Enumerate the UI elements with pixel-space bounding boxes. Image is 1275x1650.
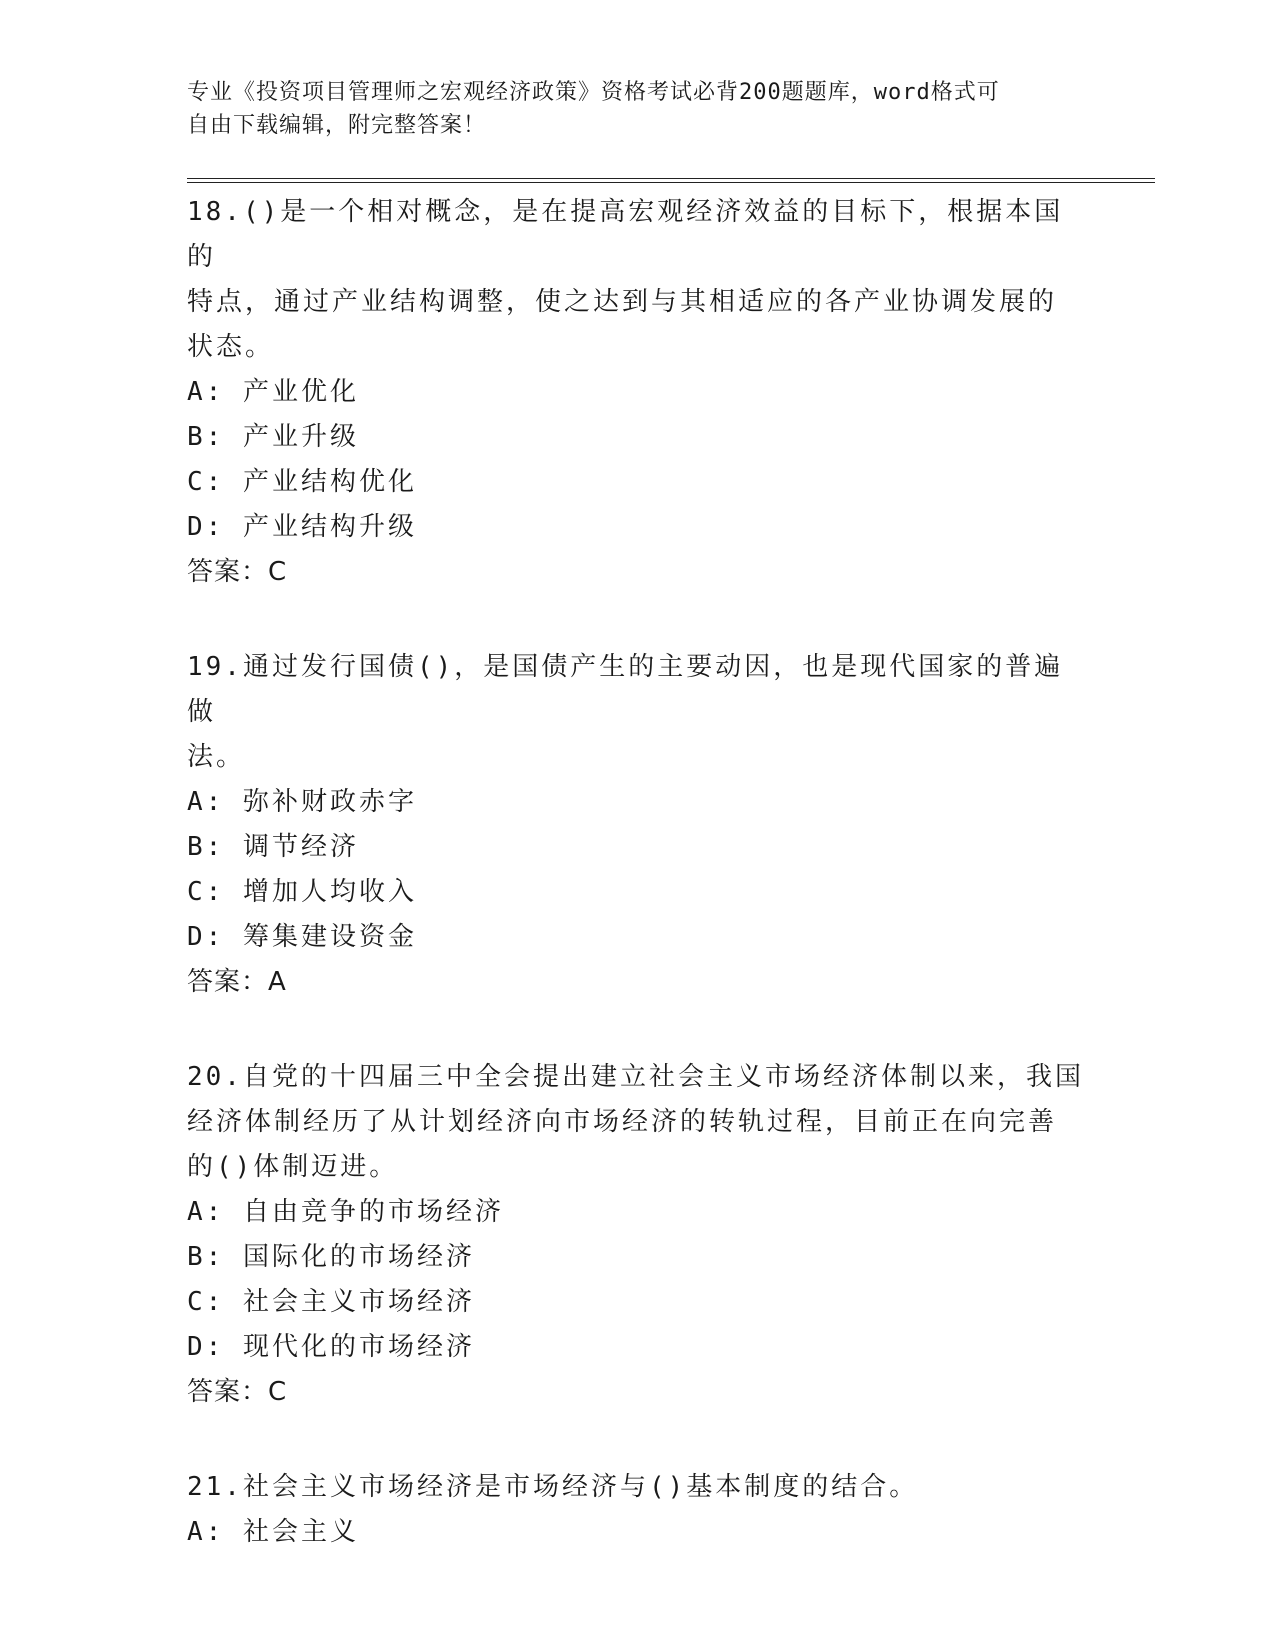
document-header <box>187 76 1067 142</box>
question-text: 18.()是一个相对概念，是在提高宏观经济效益的目标下，根据本国的 特点，通过产业结构调整，使之达到与其相适应的各产业协调发展的 状态。 <box>187 197 1064 362</box>
answer: 答案：A <box>187 967 287 997</box>
question-20 <box>187 1055 1087 1415</box>
option-d: D: 现代化的市场经济 <box>187 1332 475 1362</box>
header-line-1: 专业《投资项目管理师之宏观经济政策》资格考试必背200题题库，word格式可 <box>187 80 1000 105</box>
question-list <box>187 190 1087 1605</box>
answer: 答案：C <box>187 557 288 587</box>
header-line-2: 自由下载编辑，附完整答案！ <box>187 113 487 138</box>
question-text: 20.自党的十四届三中全会提出建立社会主义市场经济体制以来，我国 经济体制经历了从计划经济向市场经济的转轨过程，目前正在向完善 的()体制迈进。 <box>187 1062 1084 1182</box>
question-18 <box>187 190 1087 595</box>
option-c: C: 增加人均收入 <box>187 877 417 907</box>
question-text: 19.通过发行国债()，是国债产生的主要动因，也是现代国家的普遍做 法。 <box>187 652 1064 772</box>
option-b: B: 产业升级 <box>187 422 359 452</box>
question-19 <box>187 645 1087 1005</box>
option-b: B: 国际化的市场经济 <box>187 1242 475 1272</box>
answer: 答案：C <box>187 1377 288 1407</box>
option-b: B: 调节经济 <box>187 832 359 862</box>
option-d: D: 产业结构升级 <box>187 512 417 542</box>
option-a: A: 弥补财政赤字 <box>187 787 417 817</box>
option-c: C: 社会主义市场经济 <box>187 1287 475 1317</box>
option-a: A: 产业优化 <box>187 377 359 407</box>
option-c: C: 产业结构优化 <box>187 467 417 497</box>
question-text: 21.社会主义市场经济是市场经济与()基本制度的结合。 <box>187 1472 919 1502</box>
option-d: D: 筹集建设资金 <box>187 922 417 952</box>
question-21 <box>187 1465 1087 1555</box>
header-divider <box>187 178 1155 183</box>
option-a: A: 社会主义 <box>187 1517 359 1547</box>
option-a: A: 自由竞争的市场经济 <box>187 1197 504 1227</box>
